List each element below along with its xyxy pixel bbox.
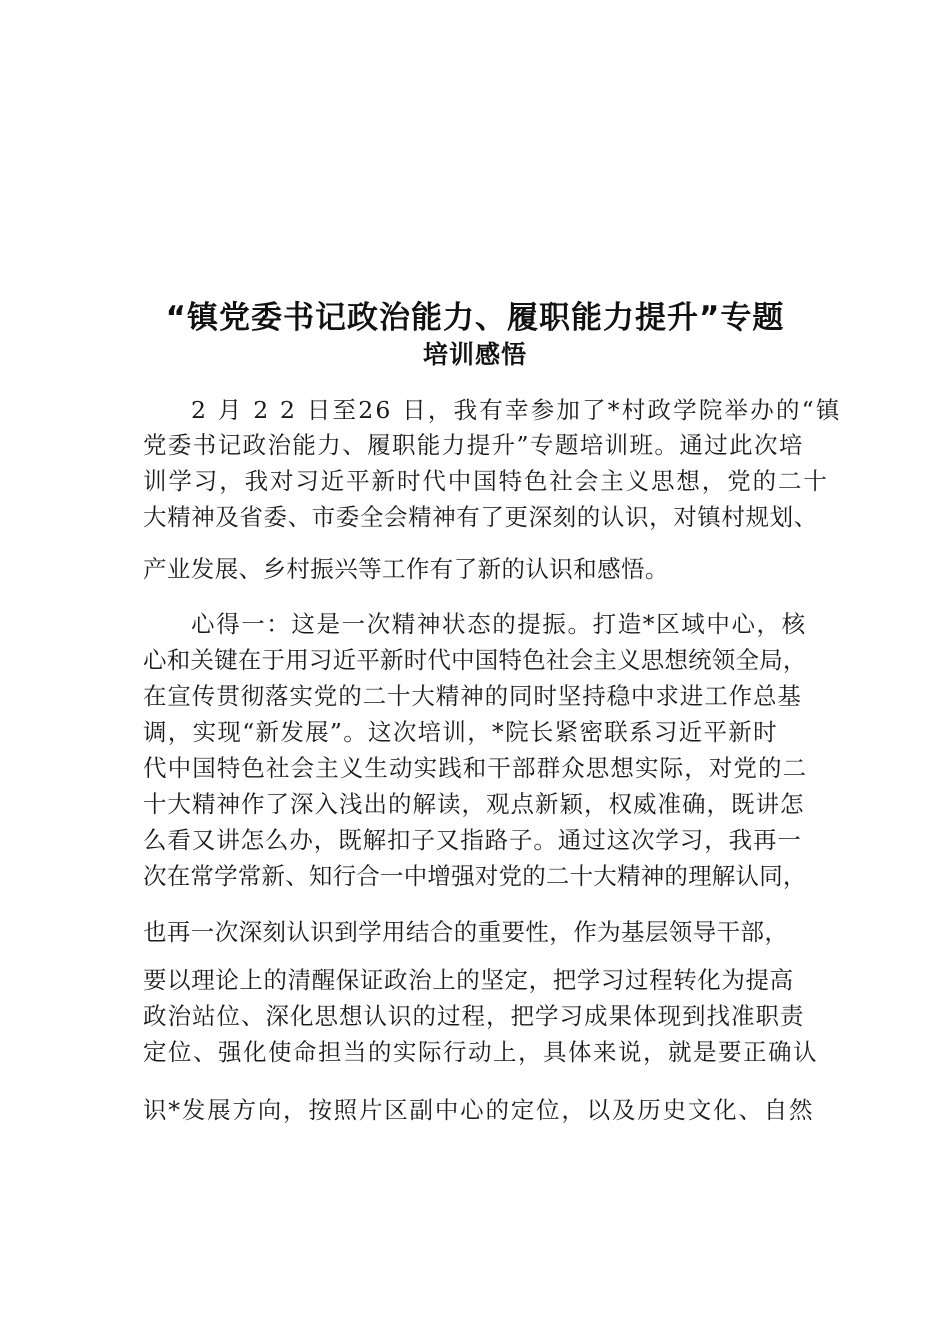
paragraph-2-line: 么看又讲怎么办，既解扣子又指路子。通过这次学习，我再一 — [143, 826, 802, 854]
paragraph-1-line: 训学习，我对习近平新时代中国特色社会主义思想，党的二十 — [143, 467, 829, 495]
paragraph-2-line: 心和关键在于用习近平新时代中国特色社会主义思想统领全局， — [143, 646, 807, 674]
paragraph-2-line: 要以理论上的清醒保证政治上的坚定，把学习过程转化为提高 — [143, 966, 794, 994]
paragraph-1-line: 产业发展、乡村振兴等工作有了新的认识和感悟。 — [143, 555, 669, 583]
paragraph-2-line: 代中国特色社会主义生动实践和干部群众思想实际，对党的二 — [143, 754, 808, 782]
document-subtitle: 培训感悟 — [422, 340, 527, 369]
paragraph-2-line: 调，实现“新发展”。这次培训，*院长紧密联系习近平新时 — [143, 718, 778, 746]
paragraph-1-line: 大精神及省委、市委全会精神有了更深刻的认识，对镇村规划、 — [143, 503, 818, 531]
paragraph-2-line: 识*发展方向，按照片区副中心的定位，以及历史文化、自然 — [143, 1096, 815, 1124]
paragraph-2-line: 在宣传贯彻落实党的二十大精神的同时坚持稳中求进工作总基 — [143, 682, 802, 710]
paragraph-2-line: 也再一次深刻认识到学用结合的重要性，作为基层领导干部， — [143, 918, 789, 946]
paragraph-1-line: 2 月 2 2 日至26 日，我有幸参加了*村政学院举办的“镇 — [191, 396, 842, 424]
paragraph-2-line: 定位、强化使命担当的实际行动上，具体来说，就是要正确认 — [143, 1038, 818, 1066]
paragraph-2-line: 政治站位、深化思想认识的过程，把学习成果体现到找准职责 — [143, 1002, 805, 1030]
paragraph-2-line: 心得一：这是一次精神状态的提振。打造*区域中心，核 — [191, 610, 807, 638]
paragraph-1-line: 党委书记政治能力、履职能力提升”专题培训班。通过此次培 — [143, 431, 804, 459]
paragraph-2-line: 十大精神作了深入浅出的解读，观点新颖，权威准确，既讲怎 — [143, 790, 805, 818]
document-title: “镇党委书记政治能力、履职能力提升”专题 — [165, 300, 785, 336]
paragraph-2-line: 次在常学常新、知行合一中增强对党的二十大精神的理解认同， — [143, 862, 807, 890]
